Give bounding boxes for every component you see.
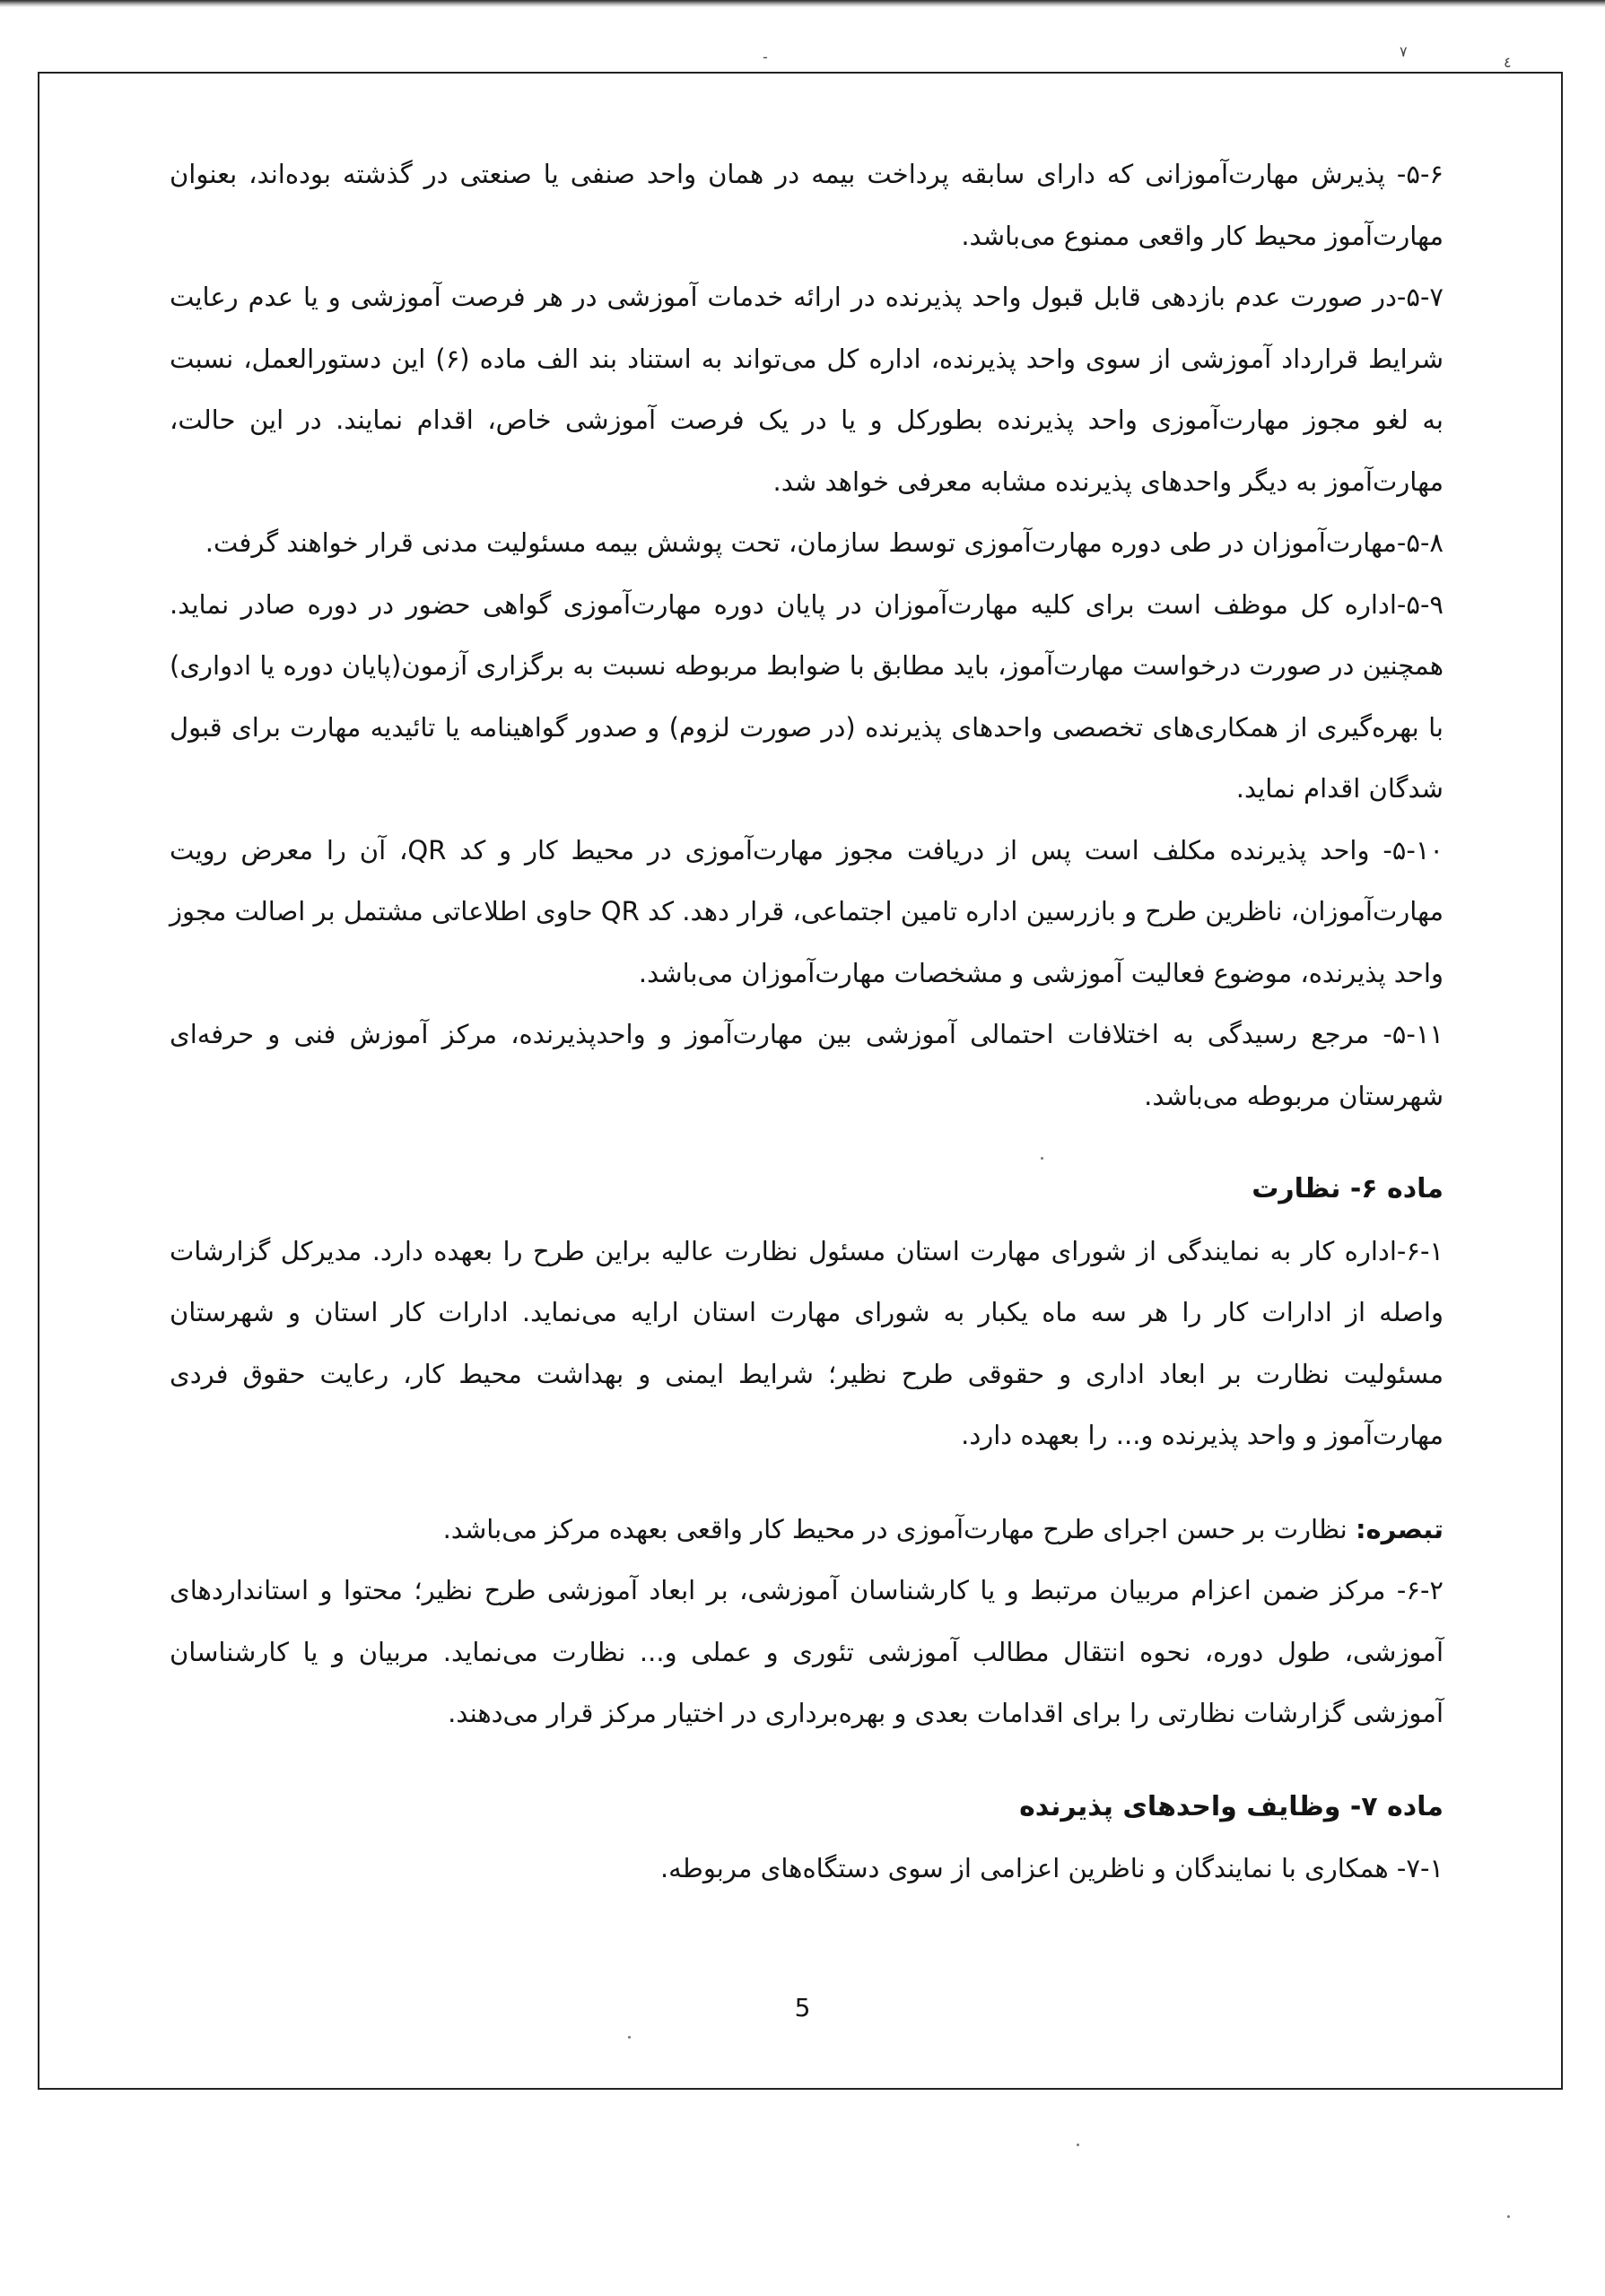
- clause-6-1: [170, 1221, 1444, 1466]
- clause-text: پذیرش مهارت‌آموزانی که دارای سابقه پرداخت بیمه در همان واحد صنفی یا صنعتی در گذشته بوده‌اند، بعنوان مهارت‌آموز محیط کار واقعی ممنوع می‌باشد.: [170, 159, 1444, 251]
- clause-5-9: [170, 574, 1444, 820]
- scan-speck: [1041, 1157, 1043, 1160]
- clause-number: ۵-۹-: [1396, 588, 1444, 620]
- scan-speck: [1507, 2215, 1510, 2218]
- clause-text: اداره کار به نمایندگی از شورای مهارت استان مسئول نظارت عالیه براین طرح را بعهده دارد. مدیرکل گزارشات واصله از ادارات کار را هر سه ماه یکبار به شورای مهارت استان ارایه می‌نماید. ادارات کار استان و شهرستان مسئولیت نظارت بر ابعاد اداری و حقوقی طرح نظیر؛ شرایط ایمنی و بهداشت محیط کار، رعایت حقوق فردی مهارت‌آموز و واحد پذیرنده و... را بعهده دارد.: [170, 1235, 1444, 1450]
- clause-text: مهارت‌آموزان در طی دوره مهارت‌آموزی توسط سازمان، تحت پوشش بیمه مسئولیت مدنی قرار خواهند گرفت.: [205, 527, 1397, 558]
- scan-speck: [1077, 2144, 1079, 2146]
- scan-mark: ٤: [1504, 54, 1512, 71]
- clause-5-8: [170, 512, 1444, 574]
- clause-text: واحد پذیرنده مکلف است پس از دریافت مجوز مهارت‌آموزی در محیط کار و کد QR، آن را معرض رویت مهارت‌آموزان، ناظرین طرح و بازرسین اداره تامین اجتماعی، قرار دهد. کد QR حاوی اطلاعاتی مشتمل بر اصالت مجوز واحد پذیرنده، موضوع فعالیت آموزشی و مشخصات مهارت‌آموزان می‌باشد.: [170, 834, 1444, 988]
- article-7-heading: ماده ۷- وظایف واحدهای پذیرنده: [1019, 1790, 1444, 1822]
- scan-mark: -: [763, 48, 768, 65]
- clause-text: مرجع رسیدگی به اختلافات احتمالی آموزشی بین مهارت‌آموز و واحدپذیرنده، مرکز آموزش فنی و حرفه‌ای شهرستان مربوطه می‌باشد.: [170, 1019, 1444, 1111]
- clause-5-6: [170, 144, 1444, 266]
- clause-text: در صورت عدم بازدهی قابل قبول واحد پذیرنده در ارائه خدمات آموزشی در هر فرصت آموزشی و یا عدم رعایت شرایط قرارداد آموزشی از سوی واحد پذیرنده، اداره کل می‌تواند به استناد بند الف ماده (۶) این دستورالعمل، نسبت به لغو مجوز مهارت‌آموزی واحد پذیرنده بطورکل و یا در یک فرصت آموزشی خاص، اقدام نمایند. در این حالت، مهارت‌آموز به دیگر واحدهای پذیرنده مشابه معرفی خواهد شد.: [170, 282, 1444, 497]
- clause-number: ۵-۸-: [1396, 527, 1444, 558]
- scan-header-area: [0, 0, 1605, 71]
- clause-number: ۶-۱-: [1396, 1235, 1444, 1266]
- scan-speck: [628, 2036, 631, 2039]
- clause-number: ۷-۱-: [1396, 1853, 1444, 1883]
- document-body: [170, 144, 1444, 1900]
- clause-number: ۶-۲-: [1396, 1575, 1444, 1605]
- clause-5-10: [170, 820, 1444, 1004]
- page-number: 5: [794, 1993, 811, 2022]
- clause-number: ۵-۶-: [1396, 159, 1444, 189]
- note-label: تبصره:: [1355, 1513, 1444, 1544]
- scan-edge-shadow: [0, 0, 1605, 7]
- clause-number: ۵-۱۱-: [1383, 1019, 1444, 1049]
- clause-text: اداره کل موظف است برای کلیه مهارت‌آموزان در پایان دوره مهارت‌آموزی گواهی حضور در دوره صادر نماید. همچنین در صورت درخواست مهارت‌آموز، باید مطابق با ضوابط مربوطه نسبت به برگزاری آزمون(پایان دوره یا ادواری) با بهره‌گیری از همکاری‌های تخصصی واحدهای پذیرنده (در صورت لزوم) و صدور گواهینامه یا تائیدیه مهارت برای قبول شدگان اقدام نماید.: [170, 588, 1444, 804]
- scan-mark: ۷: [1400, 43, 1408, 60]
- note-text: نظارت بر حسن اجرای طرح مهارت‌آموزی در محیط کار واقعی بعهده مرکز می‌باشد.: [442, 1513, 1356, 1544]
- clause-text: همکاری با نمایندگان و ناظرین اعزامی از سوی دستگاه‌های مربوطه.: [659, 1853, 1397, 1883]
- article-6-heading: ماده ۶- نظارت: [1252, 1173, 1444, 1205]
- clause-number: ۵-۱۰-: [1383, 834, 1444, 865]
- clause-5-11: [170, 1004, 1444, 1126]
- clause-7-1: [170, 1838, 1444, 1900]
- clause-text: مرکز ضمن اعزام مربیان مرتبط و یا کارشناسان آموزشی، بر ابعاد آموزشی طرح نظیر؛ محتوا و استانداردهای آموزشی، طول دوره، نحوه انتقال مطالب آموزشی تئوری و عملی و... نظارت می‌نماید. مربیان و یا کارشناسان آموزشی گزارشات نظارتی را برای اقدامات بعدی و بهره‌برداری در اختیار مرکز قرار می‌دهند.: [170, 1575, 1444, 1728]
- clause-6-2: [170, 1560, 1444, 1744]
- clause-number: ۵-۷-: [1396, 282, 1444, 312]
- note-paragraph: [170, 1499, 1444, 1561]
- clause-5-7: [170, 266, 1444, 512]
